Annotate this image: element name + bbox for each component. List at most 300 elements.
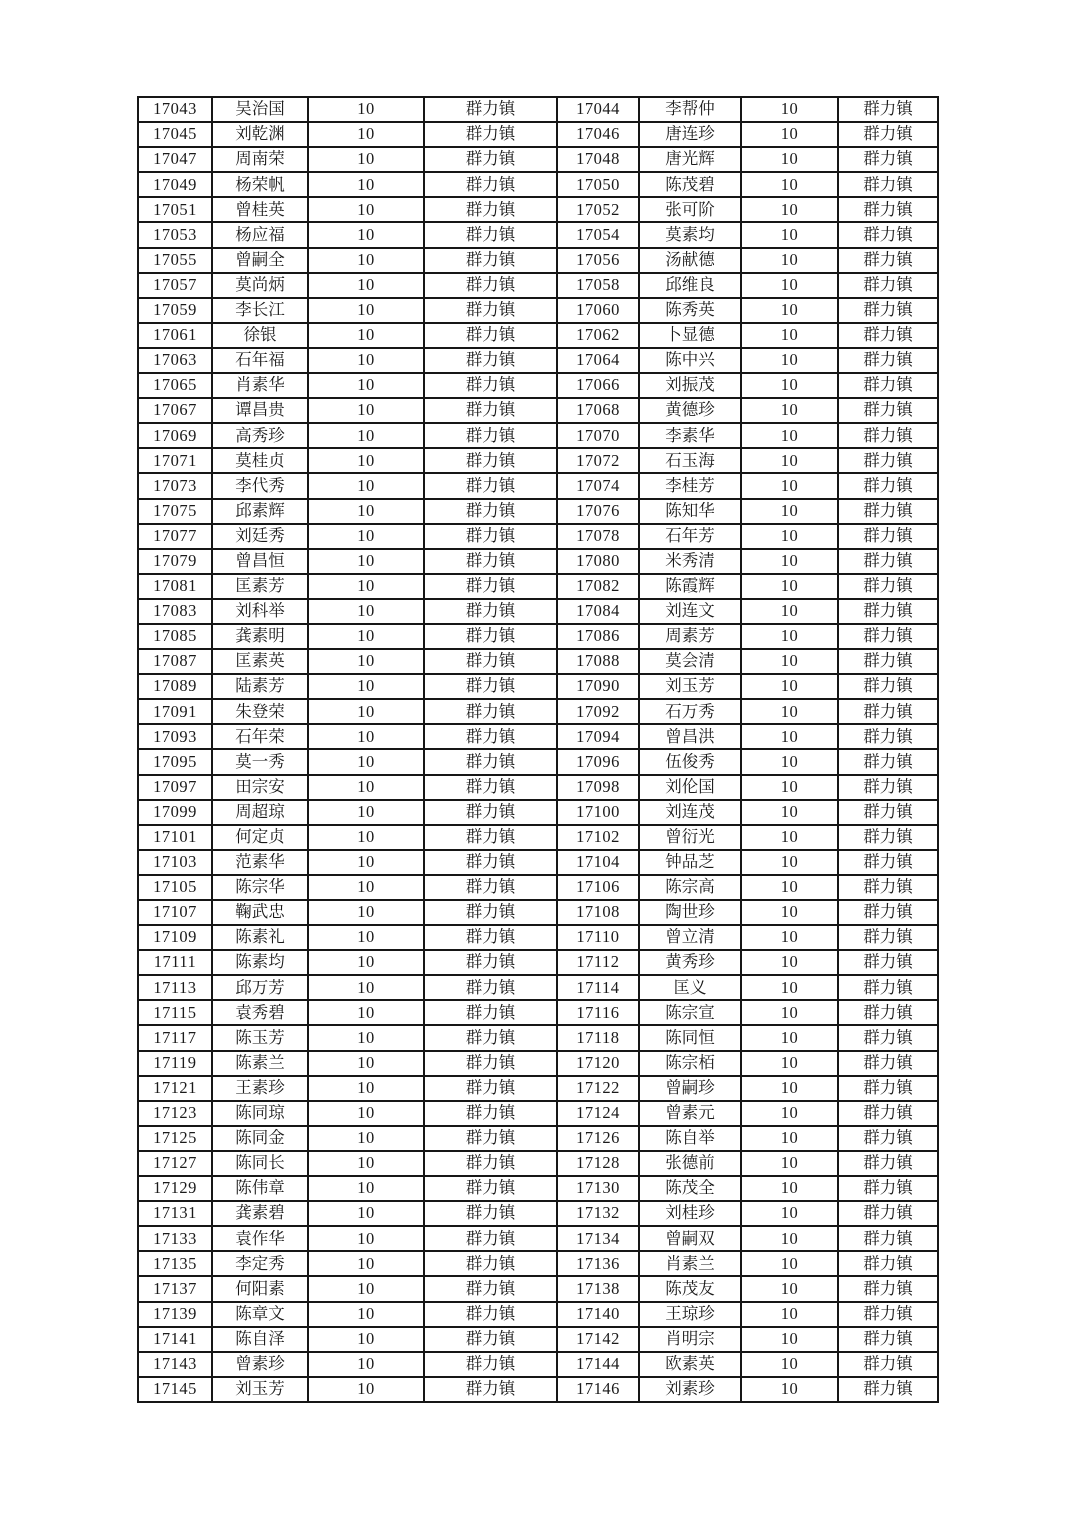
- name-cell: 黄秀珍: [639, 950, 741, 975]
- count-cell: 10: [741, 1126, 838, 1151]
- town-cell: 群力镇: [838, 1201, 938, 1226]
- table-row: [138, 1151, 938, 1176]
- count-cell: 10: [741, 473, 838, 498]
- town-cell: 群力镇: [424, 875, 557, 900]
- town-cell: 群力镇: [424, 1377, 557, 1402]
- id-cell: 17103: [138, 850, 212, 875]
- town-cell: 群力镇: [424, 1251, 557, 1276]
- table-row: [138, 1176, 938, 1201]
- id-cell: 17066: [557, 373, 639, 398]
- id-cell: 17141: [138, 1327, 212, 1352]
- name-cell: 李长江: [212, 298, 308, 323]
- town-cell: 群力镇: [424, 699, 557, 724]
- name-cell: 刘素珍: [639, 1377, 741, 1402]
- count-cell: 10: [308, 1101, 424, 1126]
- id-cell: 17070: [557, 423, 639, 448]
- town-cell: 群力镇: [424, 348, 557, 373]
- name-cell: 邱素辉: [212, 499, 308, 524]
- id-cell: 17107: [138, 900, 212, 925]
- town-cell: 群力镇: [838, 1000, 938, 1025]
- id-cell: 17049: [138, 172, 212, 197]
- table-row: [138, 1352, 938, 1377]
- name-cell: 莫桂贞: [212, 448, 308, 473]
- count-cell: 10: [308, 1201, 424, 1226]
- town-cell: 群力镇: [838, 1276, 938, 1301]
- count-cell: 10: [308, 1151, 424, 1176]
- id-cell: 17061: [138, 323, 212, 348]
- table-row: [138, 1276, 938, 1301]
- town-cell: 群力镇: [838, 1377, 938, 1402]
- name-cell: 石玉海: [639, 448, 741, 473]
- town-cell: 群力镇: [838, 147, 938, 172]
- table-row: [138, 398, 938, 423]
- name-cell: 陈素礼: [212, 925, 308, 950]
- table-row: [138, 900, 938, 925]
- count-cell: 10: [741, 1377, 838, 1402]
- id-cell: 17044: [557, 97, 639, 122]
- town-cell: 群力镇: [838, 775, 938, 800]
- count-cell: 10: [741, 147, 838, 172]
- town-cell: 群力镇: [838, 699, 938, 724]
- town-cell: 群力镇: [838, 875, 938, 900]
- id-cell: 17056: [557, 248, 639, 273]
- table-row: [138, 1302, 938, 1327]
- town-cell: 群力镇: [838, 1076, 938, 1101]
- town-cell: 群力镇: [838, 97, 938, 122]
- count-cell: 10: [741, 1000, 838, 1025]
- town-cell: 群力镇: [424, 473, 557, 498]
- town-cell: 群力镇: [838, 222, 938, 247]
- count-cell: 10: [741, 1327, 838, 1352]
- count-cell: 10: [741, 499, 838, 524]
- table-row: [138, 1327, 938, 1352]
- town-cell: 群力镇: [424, 448, 557, 473]
- count-cell: 10: [308, 674, 424, 699]
- town-cell: 群力镇: [838, 1025, 938, 1050]
- town-cell: 群力镇: [838, 373, 938, 398]
- count-cell: 10: [308, 800, 424, 825]
- count-cell: 10: [308, 724, 424, 749]
- id-cell: 17074: [557, 473, 639, 498]
- name-cell: 曾嗣珍: [639, 1076, 741, 1101]
- table-row: [138, 1377, 938, 1402]
- town-cell: 群力镇: [424, 499, 557, 524]
- id-cell: 17106: [557, 875, 639, 900]
- name-cell: 陆素芳: [212, 674, 308, 699]
- id-cell: 17079: [138, 549, 212, 574]
- name-cell: 张德前: [639, 1151, 741, 1176]
- name-cell: 龚素明: [212, 624, 308, 649]
- town-cell: 群力镇: [424, 323, 557, 348]
- count-cell: 10: [308, 900, 424, 925]
- town-cell: 群力镇: [838, 749, 938, 774]
- id-cell: 17043: [138, 97, 212, 122]
- name-cell: 莫一秀: [212, 749, 308, 774]
- name-cell: 陈同金: [212, 1126, 308, 1151]
- town-cell: 群力镇: [424, 574, 557, 599]
- id-cell: 17054: [557, 222, 639, 247]
- name-cell: 陈中兴: [639, 348, 741, 373]
- town-cell: 群力镇: [424, 1000, 557, 1025]
- resident-roster-table: [137, 96, 939, 1403]
- town-cell: 群力镇: [838, 499, 938, 524]
- town-cell: 群力镇: [424, 222, 557, 247]
- table-row: [138, 1226, 938, 1251]
- town-cell: 群力镇: [424, 749, 557, 774]
- id-cell: 17047: [138, 147, 212, 172]
- town-cell: 群力镇: [838, 348, 938, 373]
- count-cell: 10: [308, 875, 424, 900]
- table-row: [138, 298, 938, 323]
- id-cell: 17129: [138, 1176, 212, 1201]
- count-cell: 10: [308, 97, 424, 122]
- count-cell: 10: [308, 925, 424, 950]
- town-cell: 群力镇: [424, 172, 557, 197]
- town-cell: 群力镇: [838, 950, 938, 975]
- name-cell: 陈伟章: [212, 1176, 308, 1201]
- town-cell: 群力镇: [424, 1176, 557, 1201]
- table-row: [138, 749, 938, 774]
- name-cell: 曾素元: [639, 1101, 741, 1126]
- id-cell: 17063: [138, 348, 212, 373]
- name-cell: 谭昌贵: [212, 398, 308, 423]
- table-row: [138, 599, 938, 624]
- name-cell: 刘桂珍: [639, 1201, 741, 1226]
- count-cell: 10: [308, 122, 424, 147]
- count-cell: 10: [741, 222, 838, 247]
- count-cell: 10: [308, 448, 424, 473]
- town-cell: 群力镇: [424, 775, 557, 800]
- name-cell: 刘玉芳: [639, 674, 741, 699]
- town-cell: 群力镇: [424, 298, 557, 323]
- table-row: [138, 323, 938, 348]
- town-cell: 群力镇: [424, 1226, 557, 1251]
- town-cell: 群力镇: [424, 122, 557, 147]
- count-cell: 10: [308, 749, 424, 774]
- name-cell: 匡素英: [212, 649, 308, 674]
- id-cell: 17136: [557, 1251, 639, 1276]
- name-cell: 袁作华: [212, 1226, 308, 1251]
- count-cell: 10: [308, 323, 424, 348]
- name-cell: 周素芳: [639, 624, 741, 649]
- id-cell: 17138: [557, 1276, 639, 1301]
- id-cell: 17099: [138, 800, 212, 825]
- id-cell: 17073: [138, 473, 212, 498]
- town-cell: 群力镇: [424, 423, 557, 448]
- name-cell: 田宗安: [212, 775, 308, 800]
- id-cell: 17119: [138, 1051, 212, 1076]
- id-cell: 17075: [138, 499, 212, 524]
- town-cell: 群力镇: [838, 1126, 938, 1151]
- id-cell: 17142: [557, 1327, 639, 1352]
- town-cell: 群力镇: [838, 549, 938, 574]
- count-cell: 10: [308, 1051, 424, 1076]
- id-cell: 17110: [557, 925, 639, 950]
- id-cell: 17145: [138, 1377, 212, 1402]
- roster-table-body: [138, 97, 938, 1402]
- name-cell: 鞠武忠: [212, 900, 308, 925]
- town-cell: 群力镇: [838, 975, 938, 1000]
- count-cell: 10: [308, 599, 424, 624]
- town-cell: 群力镇: [424, 1276, 557, 1301]
- name-cell: 石万秀: [639, 699, 741, 724]
- id-cell: 17105: [138, 875, 212, 900]
- id-cell: 17069: [138, 423, 212, 448]
- id-cell: 17113: [138, 975, 212, 1000]
- town-cell: 群力镇: [838, 825, 938, 850]
- town-cell: 群力镇: [838, 800, 938, 825]
- table-row: [138, 574, 938, 599]
- name-cell: 邱万芳: [212, 975, 308, 1000]
- count-cell: 10: [308, 624, 424, 649]
- id-cell: 17102: [557, 825, 639, 850]
- count-cell: 10: [741, 197, 838, 222]
- id-cell: 17093: [138, 724, 212, 749]
- count-cell: 10: [741, 172, 838, 197]
- name-cell: 王素珍: [212, 1076, 308, 1101]
- count-cell: 10: [308, 1226, 424, 1251]
- id-cell: 17077: [138, 524, 212, 549]
- town-cell: 群力镇: [424, 1126, 557, 1151]
- count-cell: 10: [308, 197, 424, 222]
- count-cell: 10: [308, 1251, 424, 1276]
- town-cell: 群力镇: [424, 674, 557, 699]
- id-cell: 17045: [138, 122, 212, 147]
- table-row: [138, 222, 938, 247]
- id-cell: 17057: [138, 273, 212, 298]
- town-cell: 群力镇: [424, 197, 557, 222]
- id-cell: 17139: [138, 1302, 212, 1327]
- name-cell: 陈同长: [212, 1151, 308, 1176]
- name-cell: 陈秀英: [639, 298, 741, 323]
- name-cell: 邱维良: [639, 273, 741, 298]
- town-cell: 群力镇: [424, 800, 557, 825]
- id-cell: 17090: [557, 674, 639, 699]
- count-cell: 10: [308, 172, 424, 197]
- table-row: [138, 1051, 938, 1076]
- count-cell: 10: [741, 1101, 838, 1126]
- id-cell: 17046: [557, 122, 639, 147]
- town-cell: 群力镇: [838, 323, 938, 348]
- town-cell: 群力镇: [838, 724, 938, 749]
- name-cell: 陈茂全: [639, 1176, 741, 1201]
- id-cell: 17094: [557, 724, 639, 749]
- name-cell: 王琼珍: [639, 1302, 741, 1327]
- id-cell: 17120: [557, 1051, 639, 1076]
- count-cell: 10: [741, 1302, 838, 1327]
- town-cell: 群力镇: [424, 1352, 557, 1377]
- name-cell: 陶世珍: [639, 900, 741, 925]
- id-cell: 17089: [138, 674, 212, 699]
- name-cell: 范素华: [212, 850, 308, 875]
- count-cell: 10: [741, 1025, 838, 1050]
- id-cell: 17123: [138, 1101, 212, 1126]
- id-cell: 17086: [557, 624, 639, 649]
- id-cell: 17104: [557, 850, 639, 875]
- id-cell: 17052: [557, 197, 639, 222]
- town-cell: 群力镇: [838, 1251, 938, 1276]
- table-row: [138, 975, 938, 1000]
- name-cell: 曾素珍: [212, 1352, 308, 1377]
- town-cell: 群力镇: [424, 1101, 557, 1126]
- town-cell: 群力镇: [838, 850, 938, 875]
- town-cell: 群力镇: [838, 925, 938, 950]
- table-row: [138, 925, 938, 950]
- town-cell: 群力镇: [838, 273, 938, 298]
- name-cell: 杨应福: [212, 222, 308, 247]
- count-cell: 10: [308, 423, 424, 448]
- count-cell: 10: [308, 1276, 424, 1301]
- id-cell: 17122: [557, 1076, 639, 1101]
- table-row: [138, 649, 938, 674]
- town-cell: 群力镇: [838, 248, 938, 273]
- name-cell: 石年福: [212, 348, 308, 373]
- town-cell: 群力镇: [424, 373, 557, 398]
- count-cell: 10: [741, 975, 838, 1000]
- count-cell: 10: [308, 373, 424, 398]
- town-cell: 群力镇: [424, 950, 557, 975]
- town-cell: 群力镇: [838, 1327, 938, 1352]
- town-cell: 群力镇: [838, 674, 938, 699]
- count-cell: 10: [741, 624, 838, 649]
- id-cell: 17050: [557, 172, 639, 197]
- name-cell: 陈宗华: [212, 875, 308, 900]
- count-cell: 10: [308, 147, 424, 172]
- id-cell: 17055: [138, 248, 212, 273]
- count-cell: 10: [741, 749, 838, 774]
- name-cell: 陈章文: [212, 1302, 308, 1327]
- count-cell: 10: [308, 222, 424, 247]
- id-cell: 17083: [138, 599, 212, 624]
- id-cell: 17112: [557, 950, 639, 975]
- name-cell: 陈霞辉: [639, 574, 741, 599]
- count-cell: 10: [308, 348, 424, 373]
- count-cell: 10: [741, 1226, 838, 1251]
- name-cell: 张可阶: [639, 197, 741, 222]
- town-cell: 群力镇: [838, 1352, 938, 1377]
- town-cell: 群力镇: [424, 524, 557, 549]
- count-cell: 10: [308, 574, 424, 599]
- town-cell: 群力镇: [838, 197, 938, 222]
- town-cell: 群力镇: [838, 1226, 938, 1251]
- table-row: [138, 850, 938, 875]
- name-cell: 陈宗栢: [639, 1051, 741, 1076]
- id-cell: 17082: [557, 574, 639, 599]
- name-cell: 曾立清: [639, 925, 741, 950]
- name-cell: 刘廷秀: [212, 524, 308, 549]
- count-cell: 10: [741, 524, 838, 549]
- name-cell: 李代秀: [212, 473, 308, 498]
- count-cell: 10: [741, 298, 838, 323]
- count-cell: 10: [741, 674, 838, 699]
- name-cell: 欧素英: [639, 1352, 741, 1377]
- town-cell: 群力镇: [424, 975, 557, 1000]
- count-cell: 10: [741, 549, 838, 574]
- id-cell: 17053: [138, 222, 212, 247]
- table-row: [138, 549, 938, 574]
- name-cell: 肖素华: [212, 373, 308, 398]
- id-cell: 17067: [138, 398, 212, 423]
- count-cell: 10: [308, 248, 424, 273]
- name-cell: 陈同恒: [639, 1025, 741, 1050]
- town-cell: 群力镇: [424, 1327, 557, 1352]
- name-cell: 徐银: [212, 323, 308, 348]
- table-row: [138, 122, 938, 147]
- count-cell: 10: [308, 473, 424, 498]
- id-cell: 17115: [138, 1000, 212, 1025]
- count-cell: 10: [308, 825, 424, 850]
- town-cell: 群力镇: [424, 549, 557, 574]
- id-cell: 17098: [557, 775, 639, 800]
- table-row: [138, 699, 938, 724]
- name-cell: 陈茂友: [639, 1276, 741, 1301]
- count-cell: 10: [308, 298, 424, 323]
- id-cell: 17108: [557, 900, 639, 925]
- name-cell: 刘振茂: [639, 373, 741, 398]
- name-cell: 肖素兰: [639, 1251, 741, 1276]
- count-cell: 10: [741, 699, 838, 724]
- name-cell: 匡素芳: [212, 574, 308, 599]
- id-cell: 17146: [557, 1377, 639, 1402]
- town-cell: 群力镇: [424, 1151, 557, 1176]
- town-cell: 群力镇: [424, 1051, 557, 1076]
- count-cell: 10: [741, 925, 838, 950]
- count-cell: 10: [741, 122, 838, 147]
- count-cell: 10: [308, 1352, 424, 1377]
- id-cell: 17051: [138, 197, 212, 222]
- town-cell: 群力镇: [424, 1201, 557, 1226]
- name-cell: 陈宗高: [639, 875, 741, 900]
- town-cell: 群力镇: [424, 273, 557, 298]
- town-cell: 群力镇: [424, 1025, 557, 1050]
- table-row: [138, 172, 938, 197]
- count-cell: 10: [741, 273, 838, 298]
- town-cell: 群力镇: [838, 524, 938, 549]
- table-row: [138, 1076, 938, 1101]
- town-cell: 群力镇: [424, 900, 557, 925]
- table-row: [138, 724, 938, 749]
- id-cell: 17121: [138, 1076, 212, 1101]
- id-cell: 17068: [557, 398, 639, 423]
- town-cell: 群力镇: [838, 649, 938, 674]
- id-cell: 17101: [138, 825, 212, 850]
- id-cell: 17087: [138, 649, 212, 674]
- count-cell: 10: [308, 499, 424, 524]
- id-cell: 17114: [557, 975, 639, 1000]
- town-cell: 群力镇: [838, 1151, 938, 1176]
- town-cell: 群力镇: [424, 599, 557, 624]
- id-cell: 17132: [557, 1201, 639, 1226]
- town-cell: 群力镇: [838, 900, 938, 925]
- table-row: [138, 499, 938, 524]
- name-cell: 陈自举: [639, 1126, 741, 1151]
- count-cell: 10: [741, 248, 838, 273]
- id-cell: 17134: [557, 1226, 639, 1251]
- town-cell: 群力镇: [424, 850, 557, 875]
- id-cell: 17081: [138, 574, 212, 599]
- name-cell: 陈自泽: [212, 1327, 308, 1352]
- name-cell: 曾昌洪: [639, 724, 741, 749]
- id-cell: 17118: [557, 1025, 639, 1050]
- id-cell: 17133: [138, 1226, 212, 1251]
- town-cell: 群力镇: [838, 172, 938, 197]
- name-cell: 刘连茂: [639, 800, 741, 825]
- name-cell: 陈茂碧: [639, 172, 741, 197]
- name-cell: 莫素均: [639, 222, 741, 247]
- id-cell: 17076: [557, 499, 639, 524]
- count-cell: 10: [741, 599, 838, 624]
- name-cell: 肖明宗: [639, 1327, 741, 1352]
